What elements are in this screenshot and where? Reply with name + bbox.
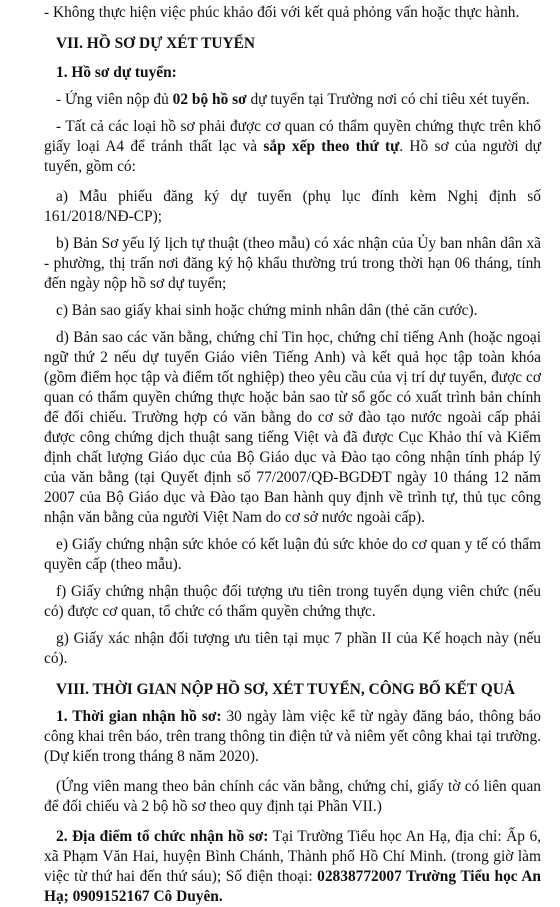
bold-label-time: 1. Thời gian nhận hồ sơ: <box>56 708 222 725</box>
list-item-e: e) Giấy chứng nhận sức khỏe có kết luận đủ sức khỏe do cơ quan y tế có thẩm quyền cấp (theo mẫu). <box>44 536 541 573</box>
bold-contact: 02838772007 Trường Tiểu học An Hạ; 0909152167 Cô Duyên. <box>44 868 541 905</box>
paragraph-receipt-time <box>44 707 541 767</box>
text-run: - Ứng viên nộp đủ <box>56 91 173 108</box>
paragraph-receipt-location <box>44 827 541 907</box>
bold-label-location: 2. Địa điểm tổ chức nhận hồ sơ: <box>56 828 269 845</box>
section-viii-heading: VIII. THỜI GIAN NỘP HỒ SƠ, XÉT TUYỂN, CÔNG BỐ KẾT QUẢ <box>56 681 515 698</box>
text-run: dự tuyển tại Trường nơi có chỉ tiêu xét tuyển. <box>246 91 530 108</box>
text-run: 30 ngày làm việc kể từ ngày đăng báo, thông báo công khai trên báo, trên trang thông tin điện tử và niêm yết công khai tại trường. (Dự kiến trong tháng 8 năm 2020). <box>44 708 541 765</box>
paragraph-no-review: - Không thực hiện việc phúc khảo đối với kết quả phỏng vấn hoặc thực hành. <box>44 4 520 21</box>
list-item-d: d) Bản sao các văn bằng, chứng chỉ Tin học, chứng chỉ tiếng Anh (hoặc ngoại ngữ thứ 2 nếu dự tuyển Giáo viên Tiếng Anh) và kết quả học tập toàn khóa (gồm điểm học tập và điểm tốt nghiệp) theo yêu cầu của vị trí dự tuyển, được cơ quan có thẩm quyền chứng thực hoặc bản sao từ sổ gốc có xuất trình bản chính để đối chiếu. Trường hợp có văn bằng do cơ sở đào tạo nước ngoài cấp phải được công chứng dịch thuật sang tiếng Việt và đã được Cục Khảo thí và Kiểm định chất lượng Giáo dục của Bộ Giáo dục và Đào tạo công nhận tính pháp lý của văn bằng (tại Quyết định số 77/2007/QĐ-BGDĐT ngày 10 tháng 12 năm 2007 của Bộ Giáo dục và Đào tạo Ban hành quy định về trình tự, thủ tục công nhận văn bằng của người Việt Nam do cơ sở nước ngoài cấp). <box>44 329 541 526</box>
text-run: . Hồ sơ của người dự tuyển, gồm có: <box>44 138 541 175</box>
subsection-application-heading: 1. Hồ sơ dự tuyển: <box>56 64 177 81</box>
bold-two-sets: 02 bộ hồ sơ <box>172 91 247 108</box>
list-item-f: f) Giấy chứng nhận thuộc đối tượng ưu tiên trong tuyển dụng viên chức (nếu có) được cơ quan, tổ chức có thẩm quyền chứng thực. <box>44 583 541 620</box>
list-item-c: c) Bản sao giấy khai sinh hoặc chứng minh nhân dân (thẻ căn cước). <box>56 302 478 319</box>
list-item-b: b) Bản Sơ yếu lý lịch tự thuật (theo mẫu) có xác nhận của Ủy ban nhân dân xã - phường, thị trấn nơi đăng ký hộ khẩu thường trú trong thời hạn 06 tháng, tính đến ngày nộp hồ sơ dự tuyển; <box>44 235 541 292</box>
bold-order: sắp xếp theo thứ tự <box>263 138 400 155</box>
list-item-g: g) Giấy xác nhận đối tượng ưu tiên tại mục 7 phần II của Kế hoạch này (nếu có). <box>44 630 541 667</box>
section-vii-heading: VII. HỒ SƠ DỰ XÉT TUYỂN <box>56 35 255 52</box>
list-item-a: a) Mẫu phiếu đăng ký dự tuyển (phụ lục đính kèm Nghị định số 161/2018/NĐ-CP); <box>44 188 541 225</box>
text-run: Tại Trường Tiểu học An Hạ, địa chỉ: Ấp 6, xã Phạm Văn Hai, huyện Bình Chánh, Thành phố Hồ Chí Minh. (trong giờ làm việc từ thứ hai đến thứ sáu); Số điện thoại: <box>44 828 541 885</box>
paragraph-certification <box>44 117 541 177</box>
paragraph-submit-copies <box>44 90 541 110</box>
paragraph-note: (Ứng viên mang theo bản chính các văn bằng, chứng chỉ, giấy tờ có liên quan để đối chiếu và 2 bộ hồ sơ theo quy định tại Phần VII.) <box>44 778 541 815</box>
text-run: - Tất cả các loại hồ sơ phải được cơ quan có thẩm quyền chứng thực trên khổ giấy loại A4 để tránh thất lạc và <box>44 118 541 155</box>
